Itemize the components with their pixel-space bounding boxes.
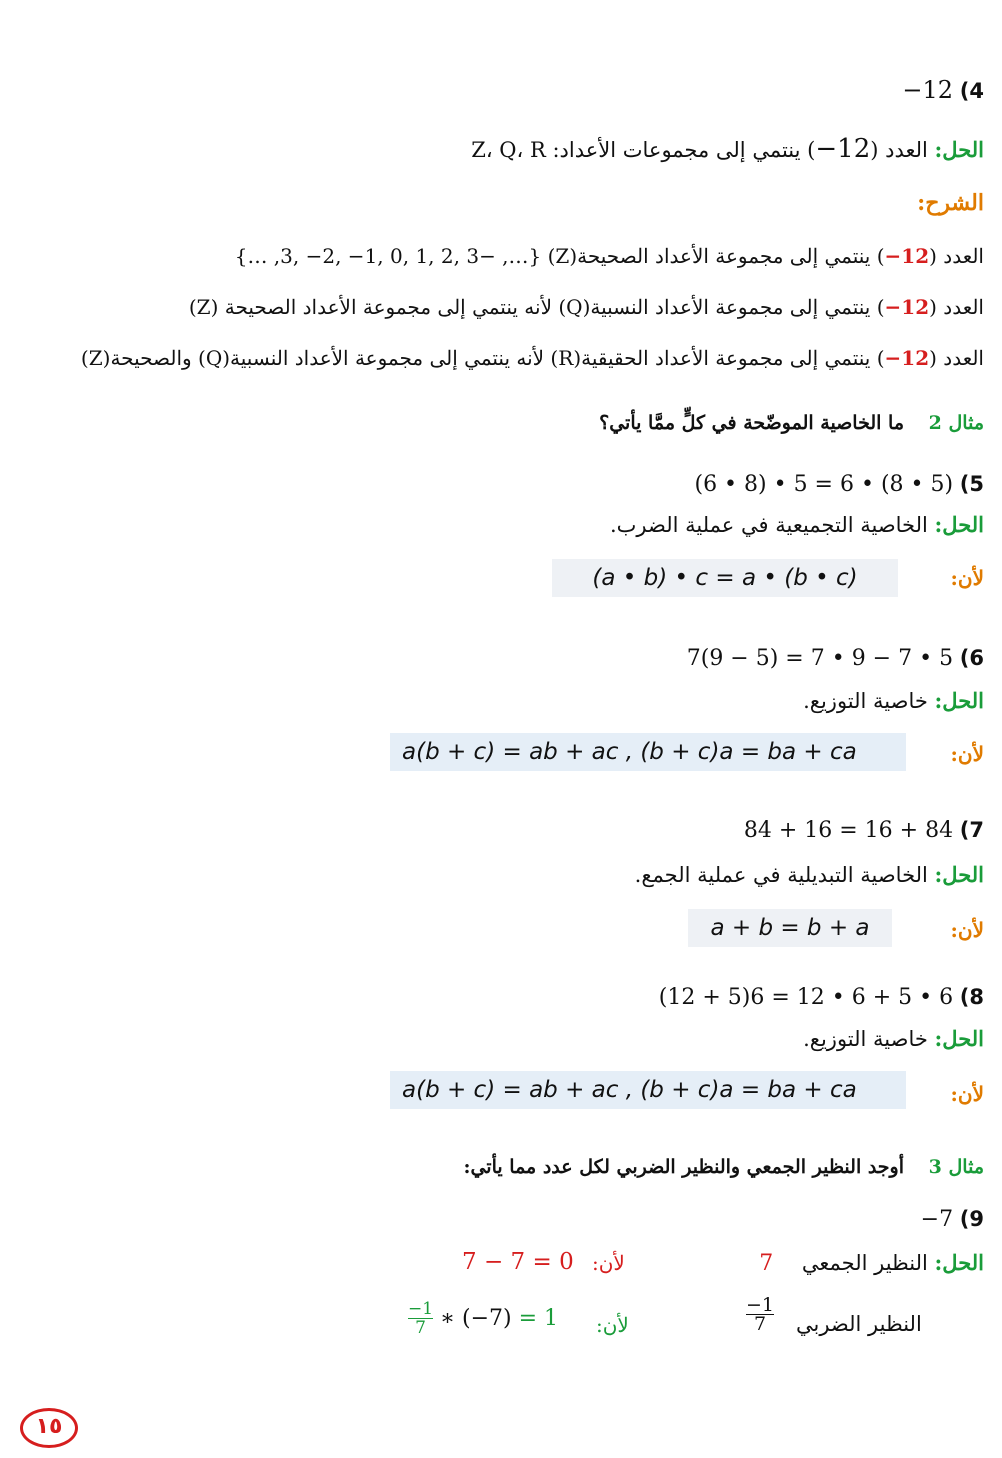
q6-number: 6) bbox=[959, 646, 984, 670]
explain-line-1-pre: العدد ( bbox=[929, 244, 984, 268]
q5-solution-text: الخاصية التجميعية في عملية الضرب. bbox=[609, 513, 928, 537]
explain-line-1-value: 12− bbox=[884, 244, 930, 268]
q7-formula: a + b = b + a bbox=[688, 909, 892, 947]
q4-number: 4) bbox=[959, 79, 984, 103]
explain-line-2-pre: العدد ( bbox=[929, 295, 984, 319]
q4-heading bbox=[902, 76, 984, 104]
q8-number: 8) bbox=[959, 985, 984, 1009]
solution-label: الحل: bbox=[934, 1026, 984, 1051]
q5-solution bbox=[610, 512, 984, 537]
q8-heading bbox=[659, 985, 984, 1010]
example-3-label: مثال 3 bbox=[928, 1156, 984, 1178]
q5-number: 5) bbox=[959, 472, 984, 496]
q4-solution bbox=[471, 134, 984, 164]
mul-check-denominator: 7 bbox=[408, 1318, 433, 1337]
mul-check-equals: = bbox=[518, 1306, 538, 1331]
q9-mul-because: لأن: bbox=[596, 1313, 629, 1337]
example-3-title: أوجد النظير الجمعي والنظير الضربي لكل عدد مما يأتي: bbox=[463, 1156, 905, 1178]
example-2-label: مثال 2 bbox=[928, 412, 984, 434]
add-check-left: 7 − 7 bbox=[462, 1249, 526, 1275]
q4-solution-text-end: ) ينتمي إلى مجموعات الأعداد: Z، Q، R bbox=[471, 138, 816, 162]
q5-heading bbox=[694, 472, 984, 497]
multiplicative-inverse-fraction bbox=[746, 1296, 774, 1333]
q6-heading bbox=[687, 646, 984, 671]
explain-line-3 bbox=[81, 346, 984, 370]
q9-number: 9) bbox=[959, 1207, 984, 1231]
q8-solution-text: خاصية التوزيع. bbox=[803, 1027, 928, 1051]
q8-formula: a(b + c) = ab + ac , (b + c)a = ba + ca bbox=[390, 1071, 906, 1109]
explain-line-2 bbox=[189, 295, 984, 319]
q7-solution-text: الخاصية التبديلية في عملية الجمع. bbox=[634, 863, 928, 887]
q8-because-label: لأن: bbox=[950, 1082, 984, 1106]
q7-number: 7) bbox=[959, 818, 984, 842]
explain-line-1-post: ) ينتمي إلى مجموعة الأعداد الصحيحة(Z) {…, −3, −2, −1, 0, 1, 2, 3, …} bbox=[234, 244, 885, 268]
multiplicative-inverse-label: النظير الضربي bbox=[796, 1312, 922, 1336]
q9-add-check bbox=[462, 1249, 574, 1275]
q6-formula: a(b + c) = ab + ac , (b + c)a = ba + ca bbox=[390, 733, 906, 771]
add-check-right: 0 bbox=[559, 1249, 574, 1275]
add-check-equals: = bbox=[532, 1249, 552, 1275]
explain-line-2-value: 12− bbox=[884, 295, 930, 319]
mul-check-numerator: −1 bbox=[408, 1299, 434, 1319]
q6-solution bbox=[803, 688, 984, 713]
q6-expression: 7(9 − 5) = 7 • 9 − 7 • 5 bbox=[686, 646, 954, 671]
additive-inverse-value: 7 bbox=[759, 1251, 774, 1276]
explanation-label: الشرح: bbox=[917, 190, 984, 216]
explain-line-3-post: ) ينتمي إلى مجموعة الأعداد الحقيقية(R) لأنه ينتمي إلى مجموعة الأعداد النسبية(Q) والصحيحة(Z) bbox=[80, 346, 885, 370]
q7-solution bbox=[635, 862, 984, 887]
mul-check-result: 1 bbox=[544, 1306, 559, 1331]
explain-line-3-value: 12− bbox=[884, 346, 930, 370]
page-number-badge: ١٥ bbox=[20, 1408, 78, 1448]
q8-solution bbox=[803, 1026, 984, 1051]
explain-line-2-post: ) ينتمي إلى مجموعة الأعداد النسبية(Q) لأنه ينتمي إلى مجموعة الأعداد الصحيحة (Z) bbox=[188, 295, 885, 319]
explain-line-1 bbox=[235, 244, 984, 268]
example-2-title: ما الخاصية الموضّحة في كلٍّ ممَّا يأتي؟ bbox=[599, 412, 905, 434]
solution-label: الحل: bbox=[934, 1250, 984, 1275]
q8-expression: (12 + 5)6 = 12 • 6 + 5 • 6 bbox=[658, 985, 954, 1010]
q9-heading bbox=[921, 1207, 984, 1232]
additive-inverse-label: النظير الجمعي bbox=[801, 1251, 928, 1275]
q7-expression: 84 + 16 = 16 + 84 bbox=[743, 818, 954, 843]
solution-label: الحل: bbox=[934, 688, 984, 713]
q6-solution-text: خاصية التوزيع. bbox=[803, 689, 928, 713]
mul-check-rest: ∗ (−7) bbox=[440, 1306, 512, 1331]
q9-additive-inverse bbox=[759, 1250, 984, 1276]
q9-expression: −7 bbox=[920, 1207, 954, 1232]
q5-expression: (6 • 8) • 5 = 6 • (8 • 5) bbox=[694, 472, 954, 497]
q5-formula: (a • b) • c = a • (b • c) bbox=[552, 559, 898, 597]
q9-add-because: لأن: bbox=[592, 1251, 625, 1275]
explain-line-3-pre: العدد ( bbox=[929, 346, 984, 370]
q4-solution-value: 12− bbox=[815, 134, 871, 164]
solution-label: الحل: bbox=[934, 512, 984, 537]
example-2-heading bbox=[599, 412, 984, 434]
q9-mul-check bbox=[408, 1300, 558, 1337]
q4-solution-text: العدد ( bbox=[870, 138, 928, 162]
q7-because-label: لأن: bbox=[950, 918, 984, 942]
solution-label: الحل: bbox=[934, 137, 984, 162]
q4-expression: −12 bbox=[902, 76, 954, 104]
mul-inverse-numerator: −1 bbox=[746, 1294, 775, 1316]
mul-inverse-denominator: 7 bbox=[746, 1314, 774, 1333]
q6-because-label: لأن: bbox=[950, 742, 984, 766]
q7-heading bbox=[744, 818, 984, 843]
q5-because-label: لأن: bbox=[950, 566, 984, 590]
example-3-heading bbox=[463, 1156, 984, 1178]
solution-label: الحل: bbox=[934, 862, 984, 887]
